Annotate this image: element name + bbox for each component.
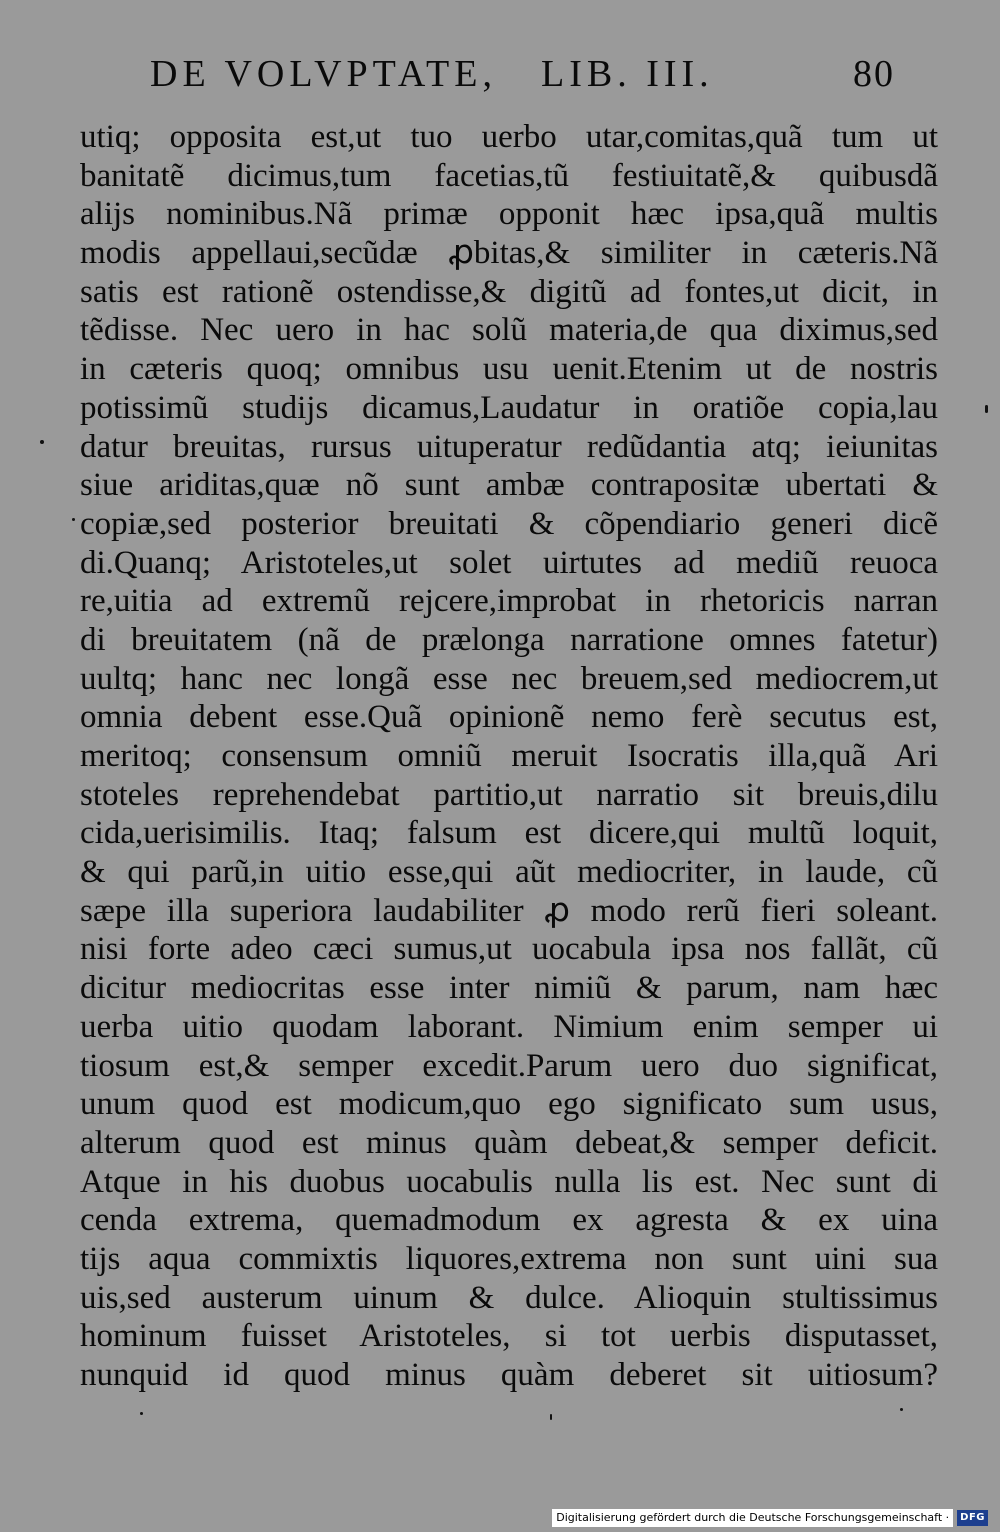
text-line: di.Quanq; Aristoteles,ut solet uirtutes ad mediũ reuoca [80,544,938,581]
text-line: copiæ,sed posterior breuitati & cõpendiario generi dicẽ [80,505,938,542]
text-line: nunquid id quod minus quàm deberet sit uitiosum? [80,1357,938,1393]
text-line: hominum fuisset Aristoteles, si tot uerbis disputasset, [80,1318,938,1355]
text-line: tijs aqua commixtis liquores,extrema non sunt uini sua [80,1240,938,1277]
text-line: cida,uerisimilis. Itaq; falsum est dicere,qui multũ loquit, [80,815,938,852]
text-line: & qui parũ,in uitio esse,qui aũt mediocriter, in laude, cũ [80,854,938,891]
text-line: stoteles reprehendebat partitio,ut narratio sit breuis,dilu [80,776,938,813]
margin-speck [40,440,44,444]
text-line: re,uitia ad extremũ rejcere,improbat in rhetoricis narran [80,583,938,620]
text-line: satis est rationẽ ostendisse,& digitũ ad fontes,ut dicit, in [80,273,938,310]
running-head [150,52,895,96]
text-line: banitatẽ dicimus,tum facetias,tũ festiuitatẽ,& quibusdã [80,157,938,194]
text-line: omnia debent esse.Quã opinionẽ nemo ferè secutus est, [80,699,938,736]
text-line: in cæteris quoq; omnibus usu uenit.Etenim ut de nostris [80,351,938,388]
margin-speck [140,1412,143,1415]
text-line: uerba uitio quodam laborant. Nimium enim semper ui [80,1008,938,1045]
text-line: unum quod est modicum,quo ego significato sum usus, [80,1086,938,1123]
digitization-footer [552,1508,988,1528]
page-number: 80 [853,53,895,95]
text-line: sæpe illa superiora laudabiliter ꝓ modo rerũ fieri soleant. [80,892,938,929]
text-line: di breuitatem (nã de prælonga narratione omnes fatetur) [80,621,938,658]
footer-credit: Digitalisierung gefördert durch die Deutsche Forschungsgemeinschaft · [552,1509,953,1527]
body-text [80,118,938,1395]
text-line: nisi forte adeo cæci sumus,ut uocabula ipsa nos fallãt, cũ [80,931,938,968]
text-line: cenda extrema, quemadmodum ex agresta & ex uina [80,1202,938,1239]
text-line: meritoq; consensum omniũ meruit Isocratis illa,quã Ari [80,738,938,774]
text-line: alterum quod est minus quàm debeat,& semper deficit. [80,1124,938,1161]
margin-speck [550,1414,552,1420]
running-head-title: DE VOLVPTATE, [150,53,497,95]
text-line: alijs nominibus.Nã primæ opponit hæc ipsa,quã multis [80,196,938,233]
dfg-logo-icon: DFG [957,1510,988,1526]
running-head-book: LIB. III. [540,53,714,95]
text-line: siue ariditas,quæ nõ sunt ambæ contrapositæ ubertati & [80,467,938,504]
text-line: tiosum est,& semper excedit.Parum uero duo significat, [80,1047,938,1084]
margin-speck [72,518,75,521]
text-line: potissimũ studijs dicamus,Laudatur in oratiõe copia,lau [80,389,938,426]
text-line: dicitur mediocritas esse inter nimiũ & parum, nam hæc [80,970,938,1007]
text-line: tẽdisse. Nec uero in hac solũ materia,de qua diximus,sed [80,312,938,349]
margin-speck [985,405,988,413]
text-line: uis,sed austerum uinum & dulce. Alioquin stultissimus [80,1279,938,1316]
text-line: Atque in his duobus uocabulis nulla lis est. Nec sunt di [80,1163,938,1200]
text-line: datur breuitas, rursus uituperatur redũdantia atq; ieiunitas [80,428,938,465]
text-line: utiq; opposita est,ut tuo uerbo utar,comitas,quã tum ut [80,119,938,155]
text-line: uultq; hanc nec longã esse nec breuem,sed mediocrem,ut [80,660,938,697]
text-line: modis appellaui,secũdæ ꝓbitas,& similiter in cæteris.Nã [80,235,938,272]
margin-speck [900,1408,903,1411]
